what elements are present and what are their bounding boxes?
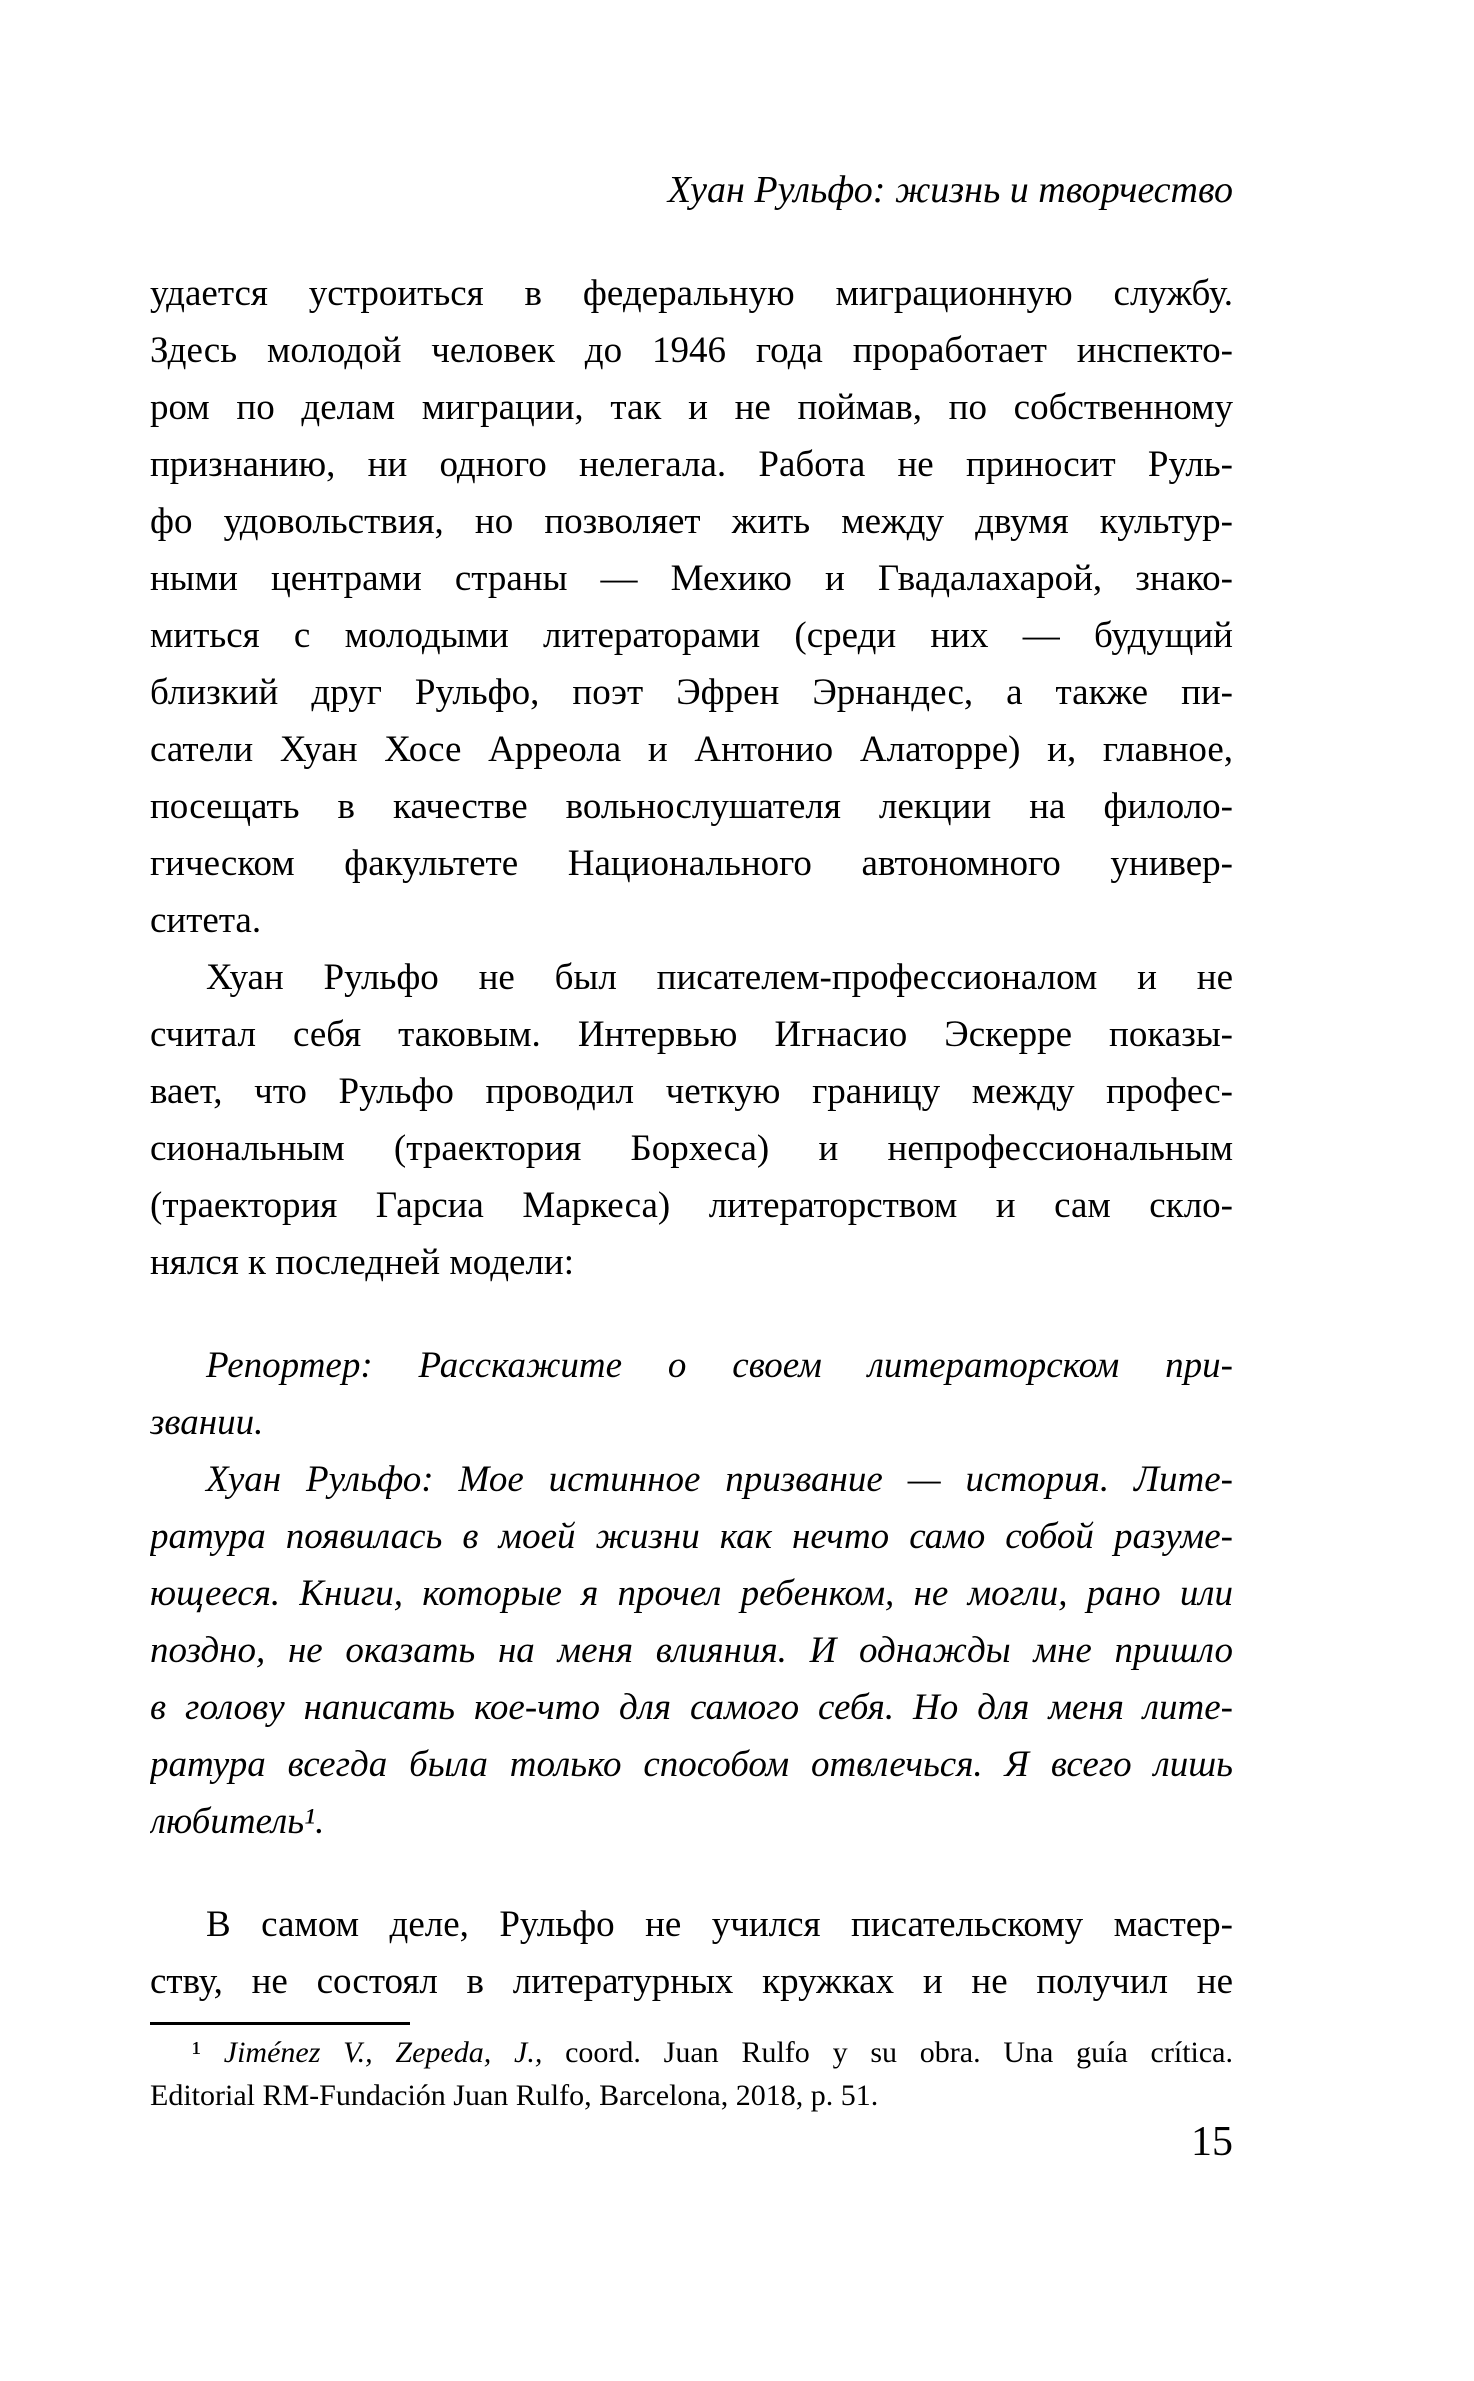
paragraph-1 [150,265,1233,949]
text-line: сиональным (траектория Борхеса) и непрофессиональным [150,1128,1233,1169]
text-line: поздно, не оказать на меня влияния. И однажды мне пришло [150,1630,1233,1671]
text-line: ству, не состоял в литературных кружках и не получил не [150,1961,1233,2002]
footnote-line: Editorial RM-Fundación Juan Rulfo, Barcelona, 2018, p. 51. [150,2079,879,2112]
paragraph-2 [150,949,1233,1291]
text-line: считал себя таковым. Интервью Игнасио Эскерре показы- [150,1014,1233,1055]
text-line: ситета. [150,900,262,941]
interview-quote-block [150,1337,1233,1850]
text-line: ратура появилась в моей жизни как нечто само собой разуме- [150,1516,1233,1557]
text-line: звании. [150,1402,264,1443]
paragraph-3 [150,1896,1233,2010]
footnote [150,2031,1233,2117]
text-line: нялся к последней модели: [150,1242,574,1283]
text-line: Репортер: Расскажите о своем литераторском при- [206,1345,1233,1386]
text-line: В самом деле, Рульфо не учился писательскому мастер- [206,1904,1233,1945]
text-line: (траектория Гарсиа Маркеса) литераторством и сам скло- [150,1185,1233,1226]
text-line: признанию, ни одного нелегала. Работа не приносит Руль- [150,444,1233,485]
footnote-marker: ¹ [192,2036,201,2069]
text-column [150,0,1233,2117]
text-line: ратура всегда была только способом отвлечься. Я всего лишь [150,1744,1233,1785]
footnote-authors: Jiménez V., Zepeda, J., [201,2036,543,2069]
text-line: любитель¹. [150,1801,325,1842]
text-line: сатели Хуан Хосе Арреола и Антонио Алаторре) и, главное, [150,729,1233,770]
page-number: 15 [1191,2119,1233,2165]
text-line: ными центрами страны — Мехико и Гвадалахарой, знако- [150,558,1233,599]
text-line: гическом факультете Национального автономного универ- [150,843,1233,884]
text-line: близкий друг Рульфо, поэт Эфрен Эрнандес, а также пи- [150,672,1233,713]
text-line: Хуан Рульфо не был писателем-профессионалом и не [206,957,1233,998]
body-text [150,265,1233,2117]
text-line: Здесь молодой человек до 1946 года проработает инспекто- [150,330,1233,371]
text-line: миться с молодыми литераторами (среди них — будущий [150,615,1233,656]
text-line: удается устроиться в федеральную миграционную службу. [150,273,1233,314]
text-line: Хуан Рульфо: Мое истинное призвание — история. Лите- [206,1459,1233,1500]
text-line: ром по делам миграции, так и не поймав, по собственному [150,387,1233,428]
running-header: Хуан Рульфо: жизнь и творчество [667,169,1233,211]
footnote-reference-text: coord. Juan Rulfo y su obra. Una guía crítica. [542,2036,1233,2069]
text-line: фо удовольствия, но позволяет жить между двумя культур- [150,501,1233,542]
text-line: посещать в качестве вольнослушателя лекции на филоло- [150,786,1233,827]
text-line: вает, что Рульфо проводил четкую границу между профес- [150,1071,1233,1112]
text-line: ющееся. Книги, которые я прочел ребенком, не могли, рано или [150,1573,1233,1614]
footnote-line [150,2031,1233,2074]
text-line: в голову написать кое-что для самого себя. Но для меня лите- [150,1687,1233,1728]
footnote-rule [150,2022,410,2025]
